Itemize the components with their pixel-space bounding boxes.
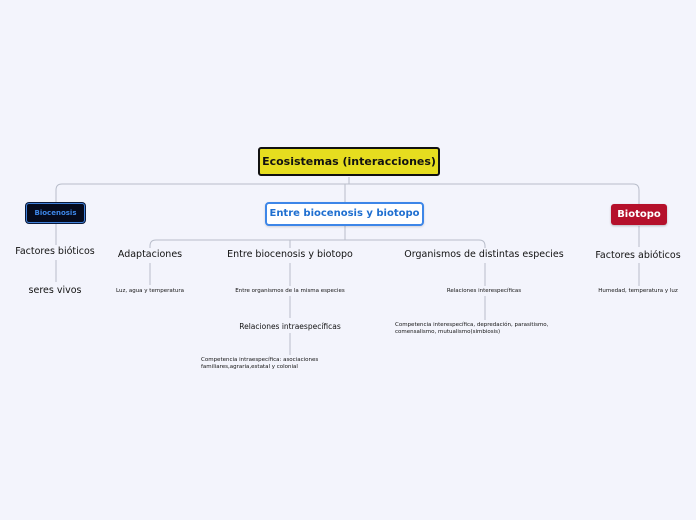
relaciones-intraespecificas-node[interactable]: Relaciones intraespecíficas <box>239 322 341 331</box>
interespecifica-note-line-1: Competencia interespecífica, depredación, parasitismo, <box>395 322 549 328</box>
factores-abioticos-node[interactable]: Factores abióticos <box>595 250 681 261</box>
distintas-especies-node[interactable]: Organismos de distintas especies <box>404 249 564 260</box>
biocenosis-node[interactable]: Biocenosis <box>26 203 85 223</box>
misma-especie-node[interactable]: Entre organismos de la misma especies <box>235 288 345 294</box>
adaptaciones-node[interactable]: Adaptaciones <box>117 249 183 260</box>
root-node[interactable]: Ecosistemas (interacciones) <box>258 147 440 176</box>
biotopo-node[interactable]: Biotopo <box>611 204 667 225</box>
intraespecifica-note-line-1: Competencia intraespecífica: asociaciones <box>201 357 319 363</box>
intraespecifica-note-line-2: familiares,agraria,estatal y colonial <box>201 364 298 370</box>
humedad-temperatura-luz-node[interactable]: Humedad, temperatura y luz <box>598 288 678 294</box>
interespecifica-note[interactable] <box>395 322 548 336</box>
entre-biocenosis-biotopo-node[interactable]: Entre biocenosis y biotopo <box>227 249 353 260</box>
factores-bioticos-node[interactable]: Factores bióticos <box>15 246 95 257</box>
interespecifica-note-line-2: comensalismo, mutualismo(simbiosis) <box>395 329 501 335</box>
center-node[interactable]: Entre biocenosis y biotopo <box>265 202 424 226</box>
relaciones-interespecificas-node[interactable]: Relaciones interespecíficas <box>446 288 522 294</box>
adaptaciones-detail-node[interactable]: Luz, agua y temperatura <box>116 288 184 294</box>
intraespecifica-note[interactable] <box>201 357 318 371</box>
seres-vivos-node[interactable]: seres vivos <box>28 285 82 296</box>
